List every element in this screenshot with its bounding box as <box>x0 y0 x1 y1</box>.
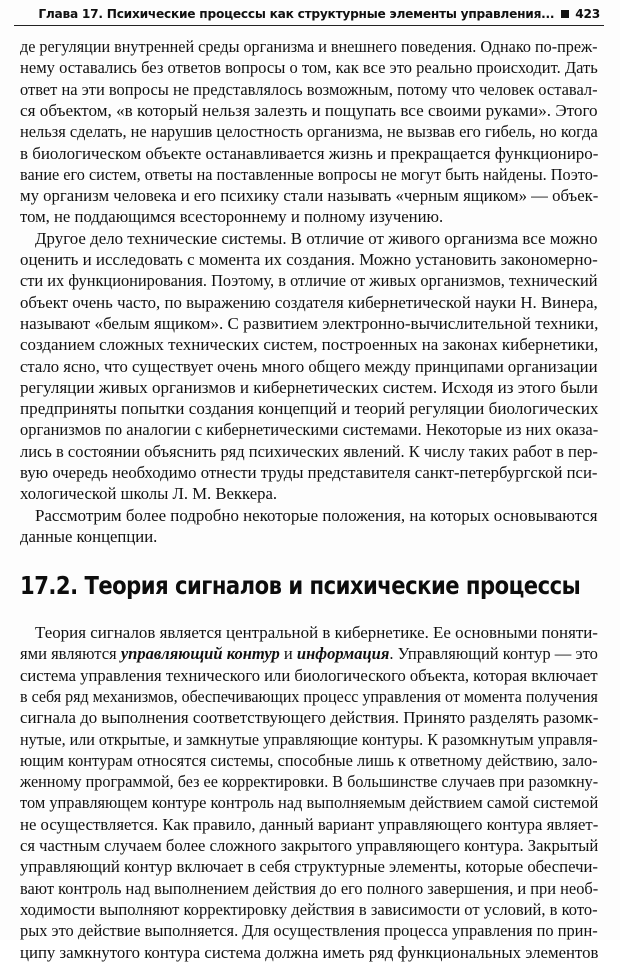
text-line: лись в состоянии объяснить ряд психических явлений. К числу таких работ в пер- <box>20 441 598 461</box>
text-fragment: ями являются <box>20 644 121 664</box>
emphasized-term: информация <box>296 644 390 664</box>
text-line: созданием сложных технических систем, построенных на законах кибернетики, <box>20 335 599 355</box>
text-line: сигнала до выполнения соответствующего действия. Принято разделять разомк- <box>20 708 599 728</box>
text-line: вают контроль над выполнением действия до его полного завершения, и при необ- <box>20 878 599 898</box>
text-line: ходимости выполняют корректировку действия в зависимости от условий, в кото- <box>20 899 598 919</box>
text-line: в биологическом объекте останавливается жизнь и прекращается функциониро- <box>20 143 599 163</box>
text-line: том, не поддающимся всестороннему и полному изучению. <box>20 207 444 227</box>
text-fragment: и <box>279 644 297 664</box>
chapter-title: Глава 17. Психические процессы как структурные элементы управления... <box>38 7 555 21</box>
text-line: рых это действие выполняется. Для осуществления процесса управления по прин- <box>20 921 598 941</box>
running-header <box>22 4 600 24</box>
text-line: ся объектом, «в который нельзя залезть и пощупать все своими руками». Этого <box>20 100 598 120</box>
text-line: в себя ряд механизмов, обеспечивающих процесс управления от момента получения <box>20 686 598 706</box>
text-line: вание его систем, ответы на поставленные вопросы не могут быть найдены. Поэто- <box>20 164 599 184</box>
text-line: нутые, или открытые, и замкнутые управляющие контуры. К разомкнутым управля- <box>20 729 598 749</box>
text-line-with-terms <box>20 643 598 664</box>
square-bullet-icon <box>561 10 569 18</box>
text-line: ципу замкнутого контура система должна иметь ряд функциональных элементов <box>20 942 599 962</box>
text-line: объект очень часто, по выражению создателя кибернетической науки Н. Винера, <box>20 292 598 312</box>
text-line: стало ясно, что существует очень много общего между принципами организации <box>20 356 598 376</box>
text-line: управляющий контур включает в себя структурные элементы, которые обеспечи- <box>20 857 598 877</box>
text-line: нельзя сделать, не нарушив целостность организма, не вызвав его гибель, но когда <box>20 122 598 142</box>
text-line: предприняты попытки создания концепций и теорий регуляции биологических <box>20 399 599 419</box>
paragraph-first-line: Другое дело технические системы. В отличие от живого организма все можно <box>35 228 598 248</box>
text-line: нему оставались без ответов вопросы о том, как все это реально происходит. Дать <box>20 58 598 78</box>
text-line: ся частным случаем более сложного закрытого управляющего контура. Закрытый <box>20 836 599 855</box>
text-line: данные концепции. <box>20 526 158 546</box>
text-line: не осуществляется. Как правило, данный вариант управляющего контура являет- <box>20 814 599 834</box>
emphasized-term: управляющий контур <box>120 644 280 664</box>
text-line: оценить и исследовать с момента их создания. Можно установить закономерно- <box>20 250 598 269</box>
text-line: регуляции живых организмов и кибернетических систем. Исходя из этого были <box>20 377 598 397</box>
text-line: ющим контурам относятся системы, способные лишь к ответному действию, зало- <box>20 750 598 770</box>
text-line: организмов по аналогии с кибернетическими системами. Некоторые из них оказа- <box>20 420 599 440</box>
section-heading: 17.2. Теория сигналов и психические процессы <box>20 571 581 600</box>
header-rule <box>14 25 604 26</box>
text-line: му организм человека и его психику стали называть «черным ящиком» — объек- <box>20 186 599 206</box>
text-line: том управляющем контуре контроль над выполняемым действием самой системой <box>20 793 599 813</box>
text-fragment: . Управляющий контур — это <box>389 644 598 664</box>
paragraph-first-line: Рассмотрим более подробно некоторые положения, на которых основываются <box>35 505 598 525</box>
text-line: система управления технического или биологического объекта, которая включает <box>20 665 598 685</box>
text-line: сти их функционирования. Поэтому, в отличие от живых организмов, технический <box>20 271 598 291</box>
text-line: хологической школы Л. М. Веккера. <box>20 484 278 504</box>
page-number: 423 <box>575 7 600 21</box>
text-line: называют «белым ящиком». С развитием электронно-вычислительной техники, <box>20 313 599 333</box>
text-line: вую очередь необходимо отнести труды представителя санкт-петербургской пси- <box>20 463 598 482</box>
text-line: де регуляции внутренней среды организма и внешнего поведения. Однако по-преж- <box>20 37 598 56</box>
paragraph-first-line: Теория сигналов является центральной в кибернетике. Ее основными поняти- <box>35 623 598 642</box>
text-line: ответ на эти вопросы не представлялось возможным, потому что человек оставал- <box>20 79 598 99</box>
text-line: женному программой, без ее корректировки. В большинстве случаев при разомкну- <box>20 772 599 792</box>
